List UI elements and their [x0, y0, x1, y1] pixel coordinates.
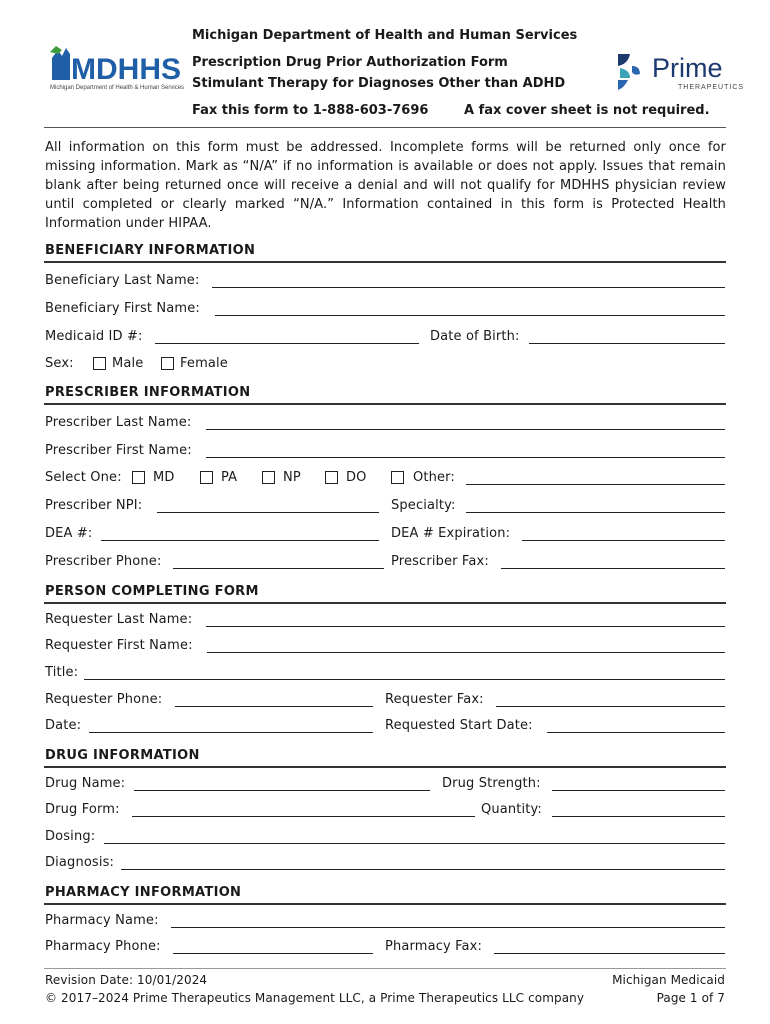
- sex-label: Sex:: [45, 356, 74, 371]
- specialty-field[interactable]: [466, 512, 725, 513]
- drug-form-field[interactable]: [132, 816, 475, 817]
- drug-name-label: Drug Name:: [45, 776, 126, 791]
- program-name: Michigan Medicaid: [612, 973, 725, 987]
- np-checkbox[interactable]: [262, 471, 275, 484]
- pa-label: PA: [221, 470, 238, 485]
- requester-phone-label: Requester Phone:: [45, 692, 163, 707]
- male-label: Male: [112, 356, 144, 371]
- do-label: DO: [346, 470, 367, 485]
- np-label: NP: [283, 470, 301, 485]
- prescriber-npi-field[interactable]: [157, 512, 379, 513]
- dea-label: DEA #:: [45, 526, 93, 541]
- prescriber-first-name-label: Prescriber First Name:: [45, 443, 192, 458]
- md-checkbox[interactable]: [132, 471, 145, 484]
- pharmacy-phone-field[interactable]: [173, 953, 373, 954]
- beneficiary-first-name-field[interactable]: [215, 315, 725, 316]
- dosing-label: Dosing:: [45, 829, 96, 844]
- beneficiary-last-name-label: Beneficiary Last Name:: [45, 273, 200, 288]
- prime-logo-text: Prime: [652, 53, 723, 83]
- diagnosis-field[interactable]: [121, 869, 725, 870]
- dea-field[interactable]: [101, 540, 379, 541]
- prescriber-first-name-field[interactable]: [206, 457, 725, 458]
- requester-first-name-field[interactable]: [207, 652, 725, 653]
- section-divider: [44, 261, 726, 263]
- quantity-label: Quantity:: [481, 802, 542, 817]
- form-subtitle: Stimulant Therapy for Diagnoses Other than ADHD: [192, 76, 566, 91]
- requester-phone-field[interactable]: [175, 706, 373, 707]
- intro-paragraph: All information on this form must be addressed. Incomplete forms will be returned only once for missing information. Mark as “N/A” if no information is available or does not apply. Issues that remain blank after being returned once will receive a denial and will not qualify for MDHHS physician review until completed or clearly marked “N/A.” Information contained in this form is Protected Health Information under HIPAA.: [45, 140, 726, 231]
- header-divider: [44, 127, 726, 128]
- other-label: Other:: [413, 470, 455, 485]
- mdhhs-logo: [48, 40, 185, 92]
- beneficiary-last-name-field[interactable]: [212, 287, 725, 288]
- md-label: MD: [153, 470, 175, 485]
- drug-strength-label: Drug Strength:: [442, 776, 541, 791]
- prime-logo-caption: THERAPEUTICS: [678, 84, 745, 91]
- pharmacy-name-field[interactable]: [171, 927, 725, 928]
- fax-number: Fax this form to 1-888-603-7696: [192, 103, 429, 118]
- prime-therapeutics-logo: [616, 52, 746, 92]
- specialty-label: Specialty:: [391, 498, 456, 513]
- prescriber-phone-label: Prescriber Phone:: [45, 554, 162, 569]
- section-divider: [44, 403, 726, 405]
- requester-fax-label: Requester Fax:: [385, 692, 484, 707]
- requested-start-date-label: Requested Start Date:: [385, 718, 533, 733]
- other-field[interactable]: [466, 484, 725, 485]
- pharmacy-heading: PHARMACY INFORMATION: [45, 885, 242, 900]
- mdhhs-logo-text: MDHHS: [71, 53, 181, 86]
- date-field[interactable]: [89, 732, 373, 733]
- fax-note: A fax cover sheet is not required.: [464, 103, 710, 118]
- mdhhs-logo-caption: Michigan Department of Health & Human Services: [50, 85, 185, 91]
- dea-expiration-field[interactable]: [522, 540, 725, 541]
- title-field[interactable]: [84, 679, 725, 680]
- beneficiary-first-name-label: Beneficiary First Name:: [45, 301, 200, 316]
- prescriber-last-name-label: Prescriber Last Name:: [45, 415, 192, 430]
- agency-name: Michigan Department of Health and Human Services: [192, 28, 578, 43]
- requester-last-name-label: Requester Last Name:: [45, 612, 193, 627]
- revision-date: Revision Date: 10/01/2024: [45, 973, 208, 987]
- drug-heading: DRUG INFORMATION: [45, 748, 200, 763]
- medicaid-id-label: Medicaid ID #:: [45, 329, 143, 344]
- section-divider: [44, 903, 726, 905]
- requester-last-name-field[interactable]: [206, 626, 725, 627]
- male-checkbox[interactable]: [93, 357, 106, 370]
- form-title: Prescription Drug Prior Authorization Form: [192, 55, 508, 70]
- pharmacy-fax-label: Pharmacy Fax:: [385, 939, 483, 954]
- dea-expiration-label: DEA # Expiration:: [391, 526, 511, 541]
- pharmacy-fax-field[interactable]: [494, 953, 725, 954]
- dosing-field[interactable]: [104, 843, 725, 844]
- section-divider: [44, 602, 726, 604]
- prescriber-fax-field[interactable]: [501, 568, 725, 569]
- requester-first-name-label: Requester First Name:: [45, 638, 193, 653]
- pa-checkbox[interactable]: [200, 471, 213, 484]
- drug-strength-field[interactable]: [552, 790, 725, 791]
- prescriber-heading: PRESCRIBER INFORMATION: [45, 385, 251, 400]
- female-label: Female: [180, 356, 228, 371]
- female-checkbox[interactable]: [161, 357, 174, 370]
- footer-divider: [44, 968, 726, 969]
- copyright-notice: © 2017–2024 Prime Therapeutics Management LLC, a Prime Therapeutics LLC company: [45, 991, 585, 1005]
- select-one-label: Select One:: [45, 470, 122, 485]
- section-divider: [44, 766, 726, 768]
- prescriber-phone-field[interactable]: [173, 568, 384, 569]
- dob-label: Date of Birth:: [430, 329, 520, 344]
- medicaid-id-field[interactable]: [155, 343, 419, 344]
- quantity-field[interactable]: [552, 816, 725, 817]
- page-number: Page 1 of 7: [656, 991, 725, 1005]
- prescriber-last-name-field[interactable]: [206, 429, 725, 430]
- requested-start-date-field[interactable]: [547, 732, 725, 733]
- drug-name-field[interactable]: [134, 790, 430, 791]
- pharmacy-name-label: Pharmacy Name:: [45, 913, 159, 928]
- date-label: Date:: [45, 718, 82, 733]
- title-label: Title:: [45, 665, 79, 680]
- do-checkbox[interactable]: [325, 471, 338, 484]
- other-checkbox[interactable]: [391, 471, 404, 484]
- beneficiary-heading: BENEFICIARY INFORMATION: [45, 243, 256, 258]
- requester-heading: PERSON COMPLETING FORM: [45, 584, 259, 599]
- prescriber-fax-label: Prescriber Fax:: [391, 554, 489, 569]
- dob-field[interactable]: [529, 343, 725, 344]
- diagnosis-label: Diagnosis:: [45, 855, 115, 870]
- prescriber-npi-label: Prescriber NPI:: [45, 498, 143, 513]
- pharmacy-phone-label: Pharmacy Phone:: [45, 939, 161, 954]
- drug-form-label: Drug Form:: [45, 802, 120, 817]
- requester-fax-field[interactable]: [496, 706, 725, 707]
